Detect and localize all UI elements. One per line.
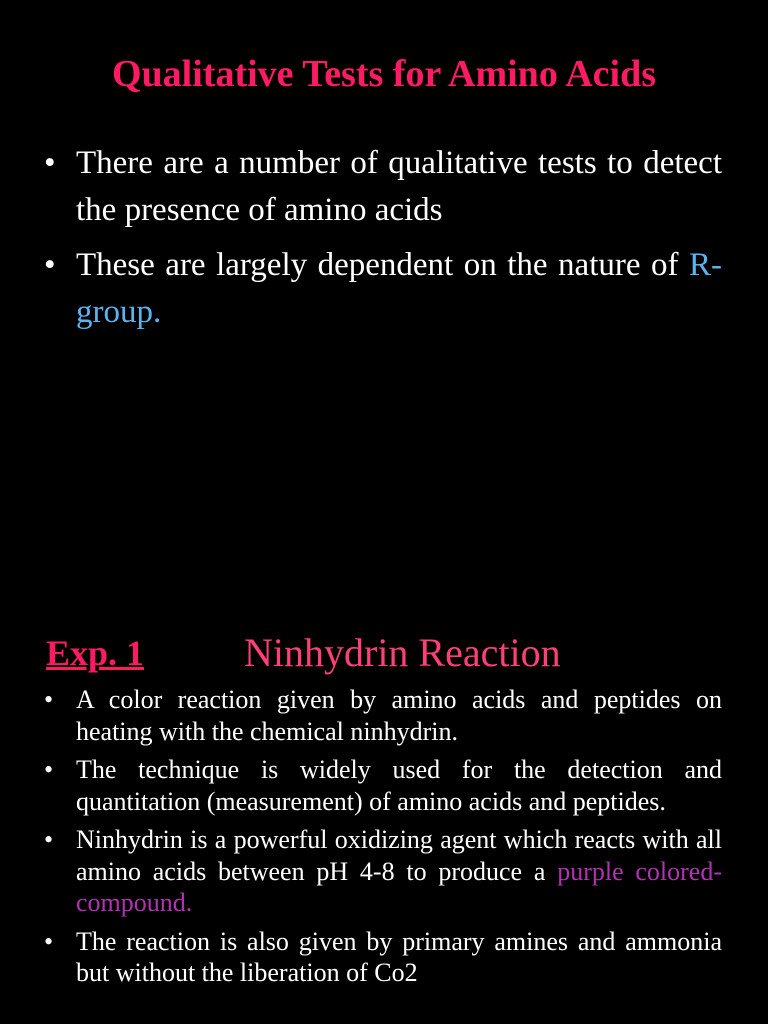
bullet-text: Ninhydrin is a powerful oxidizing agent which reacts with all amino acids between pH 4-8 to produce a xyxy=(76,825,722,886)
experiment-title: Ninhydrin Reaction xyxy=(244,630,561,675)
list-item xyxy=(44,754,722,817)
experiment-heading xyxy=(46,630,746,676)
experiment-label: Exp. 1 xyxy=(46,633,145,673)
bullet-icon: • xyxy=(44,755,54,784)
bullet-icon: • xyxy=(44,247,56,283)
bullet-text: There are a number of qualitative tests to detect the presence of amino acids xyxy=(76,145,722,228)
bullet-list xyxy=(44,140,722,344)
list-item xyxy=(44,140,722,234)
list-item xyxy=(44,684,722,747)
bullet-icon: • xyxy=(44,685,54,714)
bullet-text: A color reaction given by amino acids and peptides on heating with the chemical ninhydrin. xyxy=(76,685,722,746)
r-group-highlight: R-group. xyxy=(76,247,722,330)
list-item xyxy=(44,824,722,919)
slide-title: Qualitative Tests for Amino Acids xyxy=(111,53,657,95)
bullet-text: These are largely dependent on the nature of xyxy=(76,247,689,283)
purple-compound-highlight: purple colored-compound. xyxy=(76,856,723,917)
bullet-list xyxy=(44,684,722,996)
slide-ninhydrin-reaction xyxy=(0,512,768,1024)
list-item xyxy=(44,926,722,989)
bullet-text: The reaction is also given by primary amines and ammonia but without the liberation of Co2 xyxy=(76,926,722,987)
bullet-icon: • xyxy=(44,145,56,181)
bullet-text: The technique is widely used for the detection and quantitation (measurement) of amino acids and peptides. xyxy=(76,755,722,816)
bullet-icon: • xyxy=(44,825,54,854)
bullet-icon: • xyxy=(44,926,54,956)
list-item xyxy=(44,242,722,336)
